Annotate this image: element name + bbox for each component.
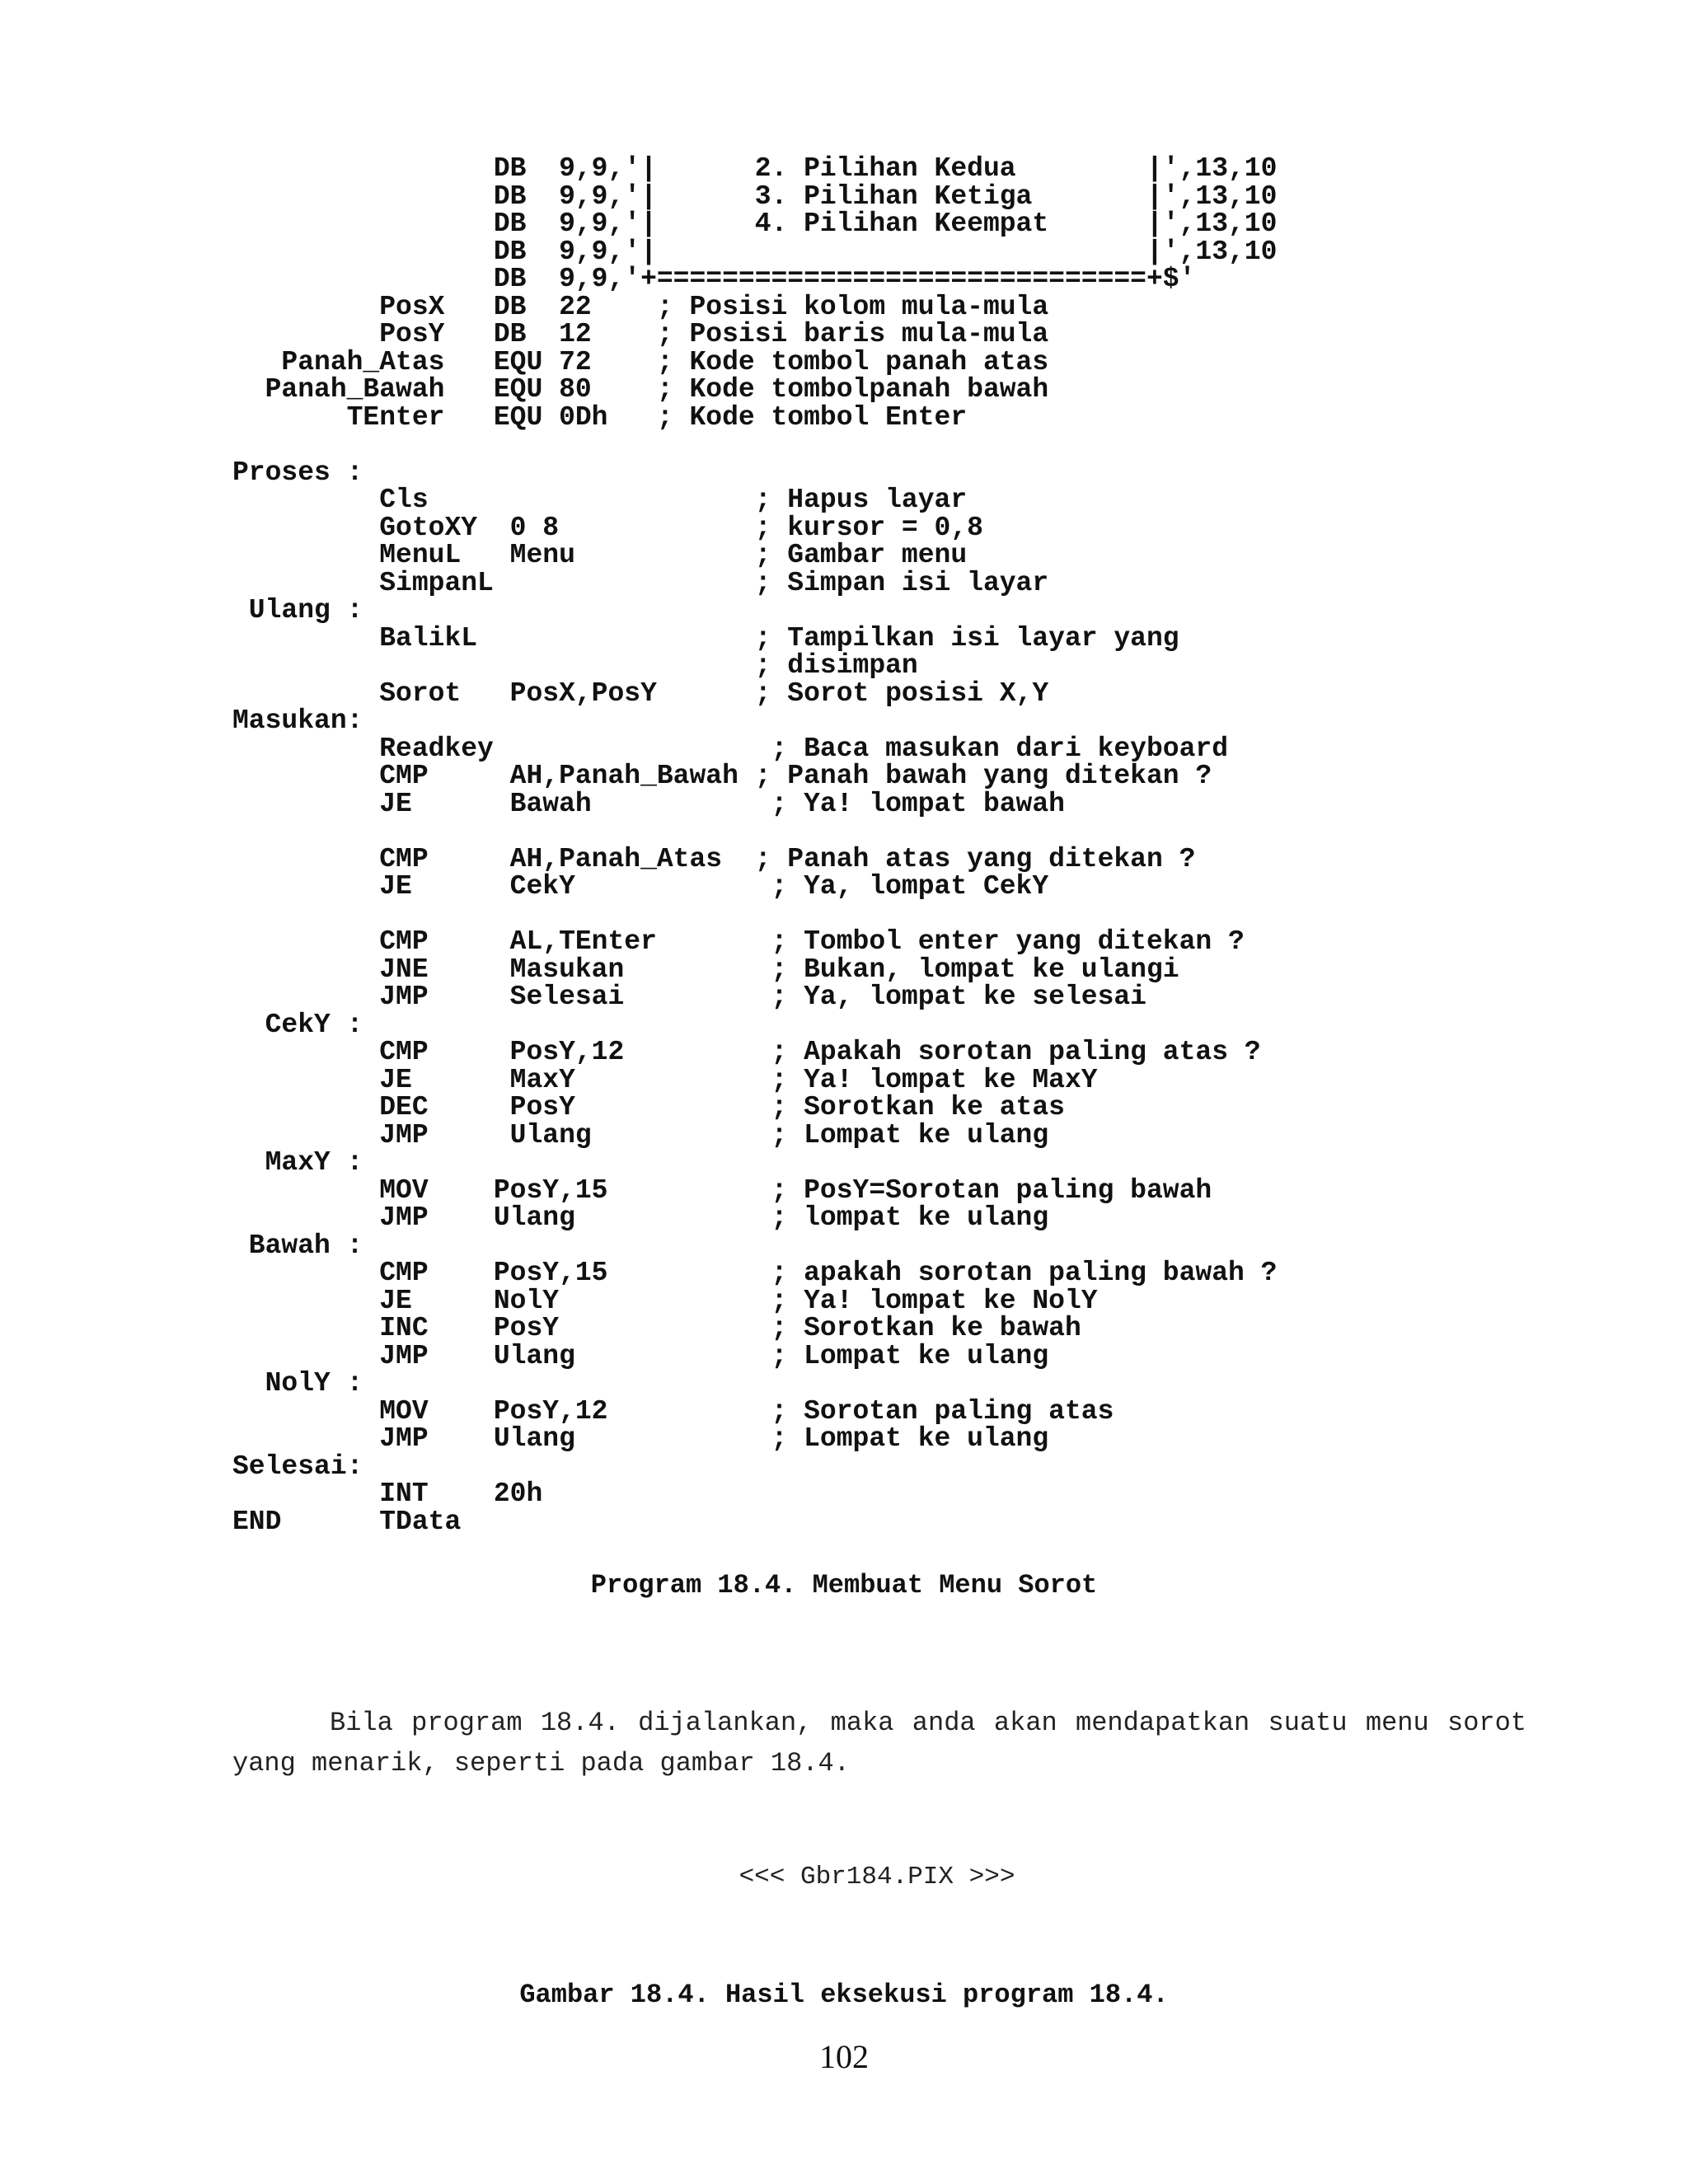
code-line: BalikL ; Tampilkan isi layar yang <box>232 622 1179 654</box>
code-line: MOV PosY,12 ; Sorotan paling atas <box>232 1395 1114 1427</box>
code-line: CekY : <box>232 1009 363 1040</box>
figure-caption: Gambar 18.4. Hasil eksekusi program 18.4. <box>519 1980 1169 2010</box>
code-line: Ulang : <box>232 595 363 626</box>
code-line: Sorot PosX,PosY ; Sorot posisi X,Y <box>232 677 1049 709</box>
code-line: Bawah : <box>232 1230 363 1261</box>
code-line: JE MaxY ; Ya! lompat ke MaxY <box>232 1064 1098 1095</box>
code-line: NolY : <box>232 1368 363 1399</box>
code-line: JMP Ulang ; Lompat ke ulang <box>232 1340 1049 1371</box>
code-line: MOV PosY,15 ; PosY=Sorotan paling bawah <box>232 1174 1212 1206</box>
code-line: Panah_Atas EQU 72 ; Kode tombol panah atas <box>232 346 1049 377</box>
code-line <box>232 818 1277 846</box>
code-line: DB 9,9,'+==============================+$' <box>232 264 1196 294</box>
code-line: END TData <box>232 1506 462 1537</box>
code-line: JMP Ulang ; Lompat ke ulang <box>232 1119 1049 1151</box>
code-line: PosX DB 22 ; Posisi kolom mula-mula <box>232 291 1049 322</box>
code-line <box>232 431 1277 459</box>
code-line: PosY DB 12 ; Posisi baris mula-mula <box>232 319 1049 349</box>
image-placeholder: <<< Gbr184.PIX >>> <box>738 1863 1015 1891</box>
code-line: DB 9,9,'| 2. Pilihan Kedua |',13,10 <box>232 153 1278 184</box>
code-line: DB 9,9,'| 4. Pilihan Keempat |',13,10 <box>232 209 1278 239</box>
code-line: CMP AH,Panah_Bawah ; Panah bawah yang ditekan ? <box>232 761 1212 791</box>
code-line: INC PosY ; Sorotkan ke bawah <box>232 1313 1081 1343</box>
code-line <box>232 901 1277 929</box>
code-line: JMP Ulang ; lompat ke ulang <box>232 1202 1049 1233</box>
code-line: GotoXY 0 8 ; kursor = 0,8 <box>232 512 983 543</box>
code-line: CMP PosY,15 ; apakah sorotan paling bawah ? <box>232 1258 1278 1288</box>
code-line: Proses : <box>232 457 363 488</box>
code-line: Masukan: <box>232 705 363 736</box>
code-line: MenuL Menu ; Gambar menu <box>232 540 968 570</box>
code-line: Cls ; Hapus layar <box>232 485 968 515</box>
code-line: DEC PosY ; Sorotkan ke atas <box>232 1092 1065 1122</box>
page-number: 102 <box>819 2038 869 2075</box>
code-line: JMP Ulang ; Lompat ke ulang <box>232 1423 1049 1454</box>
code-line: JE Bawah ; Ya! lompat bawah <box>232 788 1065 819</box>
code-line: ; disimpan <box>232 650 918 681</box>
code-line: SimpanL ; Simpan isi layar <box>232 567 1049 598</box>
code-line: MaxY : <box>232 1147 363 1178</box>
code-line: DB 9,9,'| 3. Pilihan Ketiga |',13,10 <box>232 180 1278 212</box>
code-line: JE CekY ; Ya, lompat CekY <box>232 871 1049 902</box>
code-line: DB 9,9,'| |',13,10 <box>232 236 1278 267</box>
code-line: CMP AH,Panah_Atas ; Panah atas yang ditekan ? <box>232 843 1196 874</box>
program-caption: Program 18.4. Membuat Menu Sorot <box>590 1570 1098 1601</box>
code-line: JE NolY ; Ya! lompat ke NolY <box>232 1285 1098 1316</box>
code-listing <box>232 155 1277 1535</box>
code-line: INT 20h <box>232 1479 543 1509</box>
code-line: Selesai: <box>232 1451 363 1482</box>
code-line: Panah_Bawah EQU 80 ; Kode tombolpanah bawah <box>232 374 1049 405</box>
code-line: TEnter EQU 0Dh ; Kode tombol Enter <box>232 401 968 433</box>
body-paragraph: Bila program 18.4. dijalankan, maka anda akan mendapatkan suatu menu sorot yang menarik, seperti pada gambar 18.4. <box>232 1708 1526 1779</box>
code-line: Readkey ; Baca masukan dari keyboard <box>232 733 1228 764</box>
code-line: CMP AL,TEnter ; Tombol enter yang ditekan ? <box>232 926 1245 957</box>
code-line: CMP PosY,12 ; Apakah sorotan paling atas ? <box>232 1037 1261 1067</box>
code-line: JMP Selesai ; Ya, lompat ke selesai <box>232 982 1146 1012</box>
code-line: JNE Masukan ; Bukan, lompat ke ulangi <box>232 954 1179 985</box>
